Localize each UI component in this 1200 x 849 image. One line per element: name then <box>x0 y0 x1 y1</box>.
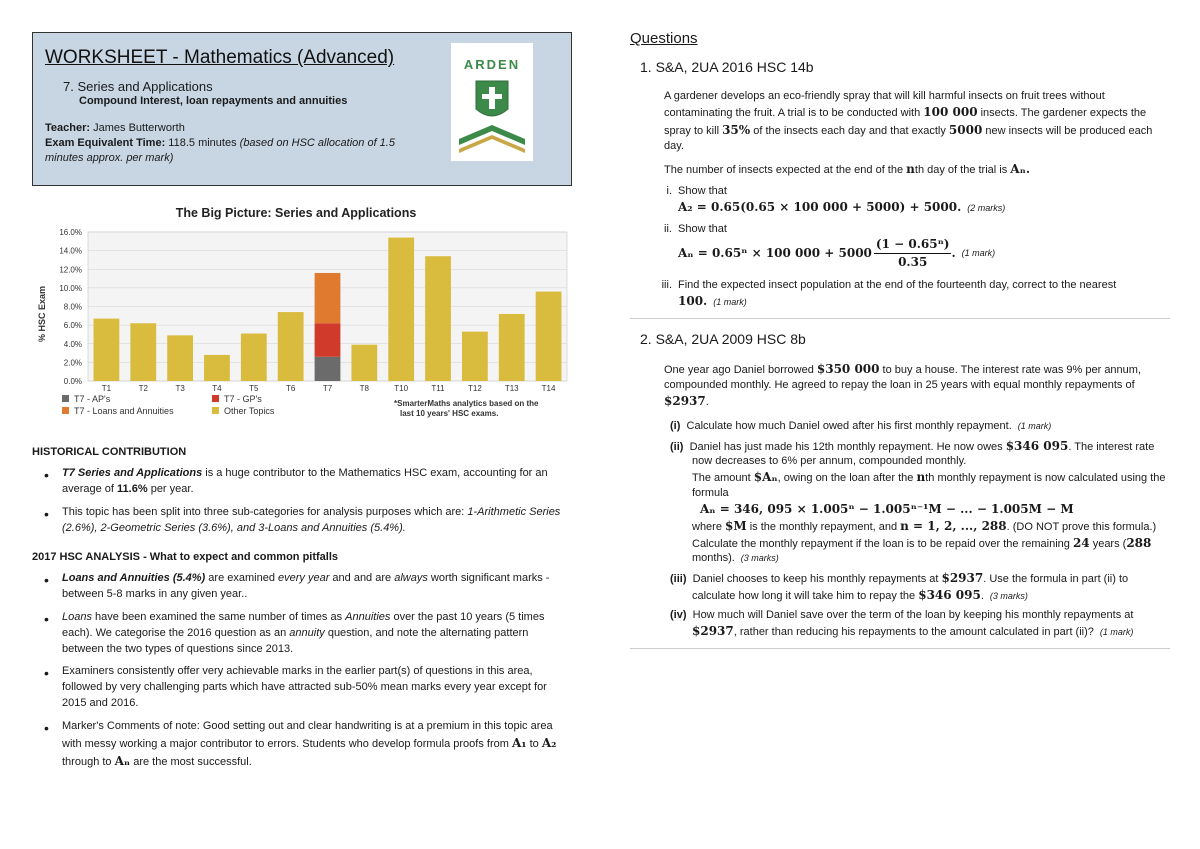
chart-ytick-label: 8.0% <box>63 302 82 312</box>
chart-svg <box>32 202 572 452</box>
topic-title: 7. Series and Applications <box>63 79 213 94</box>
chart-legend <box>62 394 275 416</box>
question-2-part-ii: (ii) Daniel has just made his 12th monthly repayment. He now owes $346 095. The interest rate now decreases to 6% per annum, compounded monthly. The amount $Aₙ, owing on the loan after the nth monthly repayment is now calculated using the formula Aₙ = 346, 095 × 1.005ⁿ − 1.005ⁿ⁻¹M − ... − 1.005M − M where $M is the monthly repayment, and n = 1, 2, ..., 288. (DO NOT prove this formula.) Calculate the monthly repayment if the loan is to be repaid over the remaining 24 years (288 months). (3 marks) <box>670 438 1166 565</box>
legend-label: T7 - AP's <box>74 394 111 404</box>
question-2-part-i: (i) Calculate how much Daniel owed after his first monthly repayment. (1 mark) <box>670 419 1052 432</box>
chart-note-line1: *SmarterMaths analytics based on the <box>394 399 539 408</box>
question-1-part-iii: iii. Find the expected insect population at the end of the fourteenth day, correct to the nearest 100. (1 mark) <box>661 278 1117 308</box>
logo-text: ARDEN <box>463 57 521 72</box>
chart-xtick-label: T12 <box>467 384 482 393</box>
question-2-stem: One year ago Daniel borrowed $350 000 to buy a house. The interest rate was 9% per annum, compounded monthly. He agreed to repay the loan in 25 years with equal monthly repayments of $2937. <box>664 361 1142 409</box>
chart-note-line2: last 10 years' HSC exams. <box>400 409 499 418</box>
time-line <box>45 136 435 166</box>
divider-2 <box>630 648 1170 649</box>
historical-heading: HISTORICAL CONTRIBUTION <box>32 446 187 458</box>
teacher-name: James Butterworth <box>93 122 185 134</box>
chart-bar <box>94 319 120 381</box>
chart-ytick-label: 0.0% <box>63 377 82 386</box>
chart-xtick-label: T13 <box>504 384 519 393</box>
chart-bar <box>462 332 488 381</box>
analysis-text <box>32 446 572 778</box>
analysis-bullet-3: • Examiners consistently offer very achievable marks in the earlier part(s) of questions in this area, followed by very challenging parts which have attracted sub-50% mean marks every year except for 2015 and 2016. <box>32 664 572 712</box>
chart-xtick-label: T8 <box>359 384 370 393</box>
legend-label: T7 - GP's <box>224 394 262 404</box>
chart-ytick-label: 10.0% <box>59 283 82 293</box>
question-2-part-iii: (iii) Daniel chooses to keep his monthly repayments at $2937. Use the formula in part (ii) to calculate how long it will take him to repay the $346 095. (3 marks) <box>670 571 1129 603</box>
teacher-label: Teacher: <box>45 122 91 134</box>
chart-xtick-label: T5 <box>249 384 259 393</box>
subtopic-title: Compound Interest, loan repayments and annuities <box>79 95 348 107</box>
chart-bar <box>315 323 341 357</box>
chart-bar <box>499 314 525 381</box>
chart-xtick-label: T3 <box>175 384 185 393</box>
chart-xtick-label: T4 <box>212 384 222 393</box>
big-picture-chart <box>32 202 572 452</box>
chart-xtick-label: T1 <box>101 384 112 393</box>
divider-1 <box>630 318 1170 319</box>
chart-ytick-label: 6.0% <box>63 321 82 331</box>
chart-bar <box>241 334 267 381</box>
legend-swatch <box>62 395 69 402</box>
chart-xtick-label: T6 <box>285 384 296 393</box>
chart-bar <box>351 345 377 381</box>
chart-xtick-label: T7 <box>322 384 333 393</box>
chart-ytick-label: 14.0% <box>59 246 82 256</box>
chart-bar <box>167 335 193 381</box>
question-1-title: 1. S&A, 2UA 2016 HSC 14b <box>640 59 814 75</box>
legend-swatch <box>212 407 219 414</box>
question-1-part-ii: ii. Show that Aₙ = 0.65ⁿ × 100 000 + 5000 (1 − 0.65ⁿ) 0.35 . (1 mark) <box>664 222 996 269</box>
chart-ytick-label: 2.0% <box>63 358 82 368</box>
chart-ytick-label: 4.0% <box>63 339 82 349</box>
analysis-bullet-2: • Loans have been examined the same number of times as Annuities over the past 10 years (5 times each). We categorise the 2016 question as an annuity question, and note the alternating pattern between the two types of questions since 2013. <box>32 610 572 658</box>
legend-label: Other Topics <box>224 406 275 416</box>
chart-bar <box>388 238 414 381</box>
worksheet-title: WORKSHEET - Mathematics (Advanced) <box>45 47 395 68</box>
legend-swatch <box>62 407 69 414</box>
question-1-definition: The number of insects expected at the end of the nth day of the trial is Aₙ. <box>664 161 1030 176</box>
time-label: Exam Equivalent Time: <box>45 137 166 150</box>
analysis-bullet-4: • Marker's Comments of note: Good setting out and clear handwriting is at a premium in this topic area with messy working a major contributor to errors. Students who develop formula proofs from A₁ to A₂ through to Aₙ are the most successful. <box>32 719 572 771</box>
worksheet-header <box>32 32 572 186</box>
arden-logo <box>451 43 533 161</box>
chart-ytick-label: 12.0% <box>59 265 82 275</box>
chart-bar <box>278 312 304 381</box>
chart-bar <box>315 273 341 323</box>
chart-title: The Big Picture: Series and Applications <box>175 206 417 220</box>
chart-xtick-label: T2 <box>138 384 148 393</box>
chart-bar <box>425 256 451 381</box>
question-1-stem: A gardener develops an eco-friendly spray that will kill harmful insects on fruit trees without contaminating the fruit. A trial is to be conducted with 100 000 insects. The gardener expects the spray to kill 35% of the insects each day and that exactly 5000 new insects will be produced each day. <box>664 90 1153 153</box>
left-column <box>32 32 572 769</box>
historical-bullet-2: • This topic has been split into three sub-categories for analysis purposes which are: 1-Arithmetic Series (2.6%), 2-Geometric Series (3.6%), and 3-Loans and Annuities (5.4%). <box>32 505 572 537</box>
chart-bar <box>315 357 341 381</box>
chart-bar <box>130 323 156 381</box>
chart-xtick-label: T10 <box>394 384 409 393</box>
chart-bar <box>204 355 230 381</box>
question-2-title: 2. S&A, 2UA 2009 HSC 8b <box>640 330 806 347</box>
chart-xtick-label: T11 <box>431 384 445 393</box>
questions-heading: Questions <box>630 30 698 47</box>
question-2-part-iv: (iv) How much will Daniel save over the term of the loan by keeping his monthly repayments at $2937, rather than reducing his repayments to the amount calculated in part (ii)? (1 mark) <box>670 609 1134 638</box>
legend-label: T7 - Loans and Annuities <box>74 406 174 416</box>
historical-bullet-1: • T7 Series and Applications is a huge contributor to the Mathematics HSC exam, accounting for an average of 11.6% per year. <box>32 466 572 498</box>
time-value: 118.5 minutes <box>168 137 237 150</box>
time-note: (based on HSC allocation of 1.5 minutes approx. per mark) <box>45 137 395 165</box>
question-1-part-i: i. Show that A₂ = 0.65(0.65 × 100 000 + 5000) + 5000. (2 marks) <box>666 184 1006 214</box>
chart-bar <box>536 292 562 381</box>
chart-yticks <box>59 228 82 386</box>
questions-column <box>630 30 1170 661</box>
chart-xticks <box>102 384 556 393</box>
chart-ytick-label: 16.0% <box>59 228 82 237</box>
legend-swatch <box>212 395 219 402</box>
chart-xtick-label: T14 <box>541 384 556 393</box>
analysis-heading: 2017 HSC ANALYSIS - What to expect and common pitfalls <box>32 550 339 563</box>
analysis-bullet-1: • Loans and Annuities (5.4%) are examined every year and and are always worth significant marks - between 5-8 marks in any given year.. <box>32 571 572 603</box>
chart-ylabel: % HSC Exam <box>37 285 47 343</box>
